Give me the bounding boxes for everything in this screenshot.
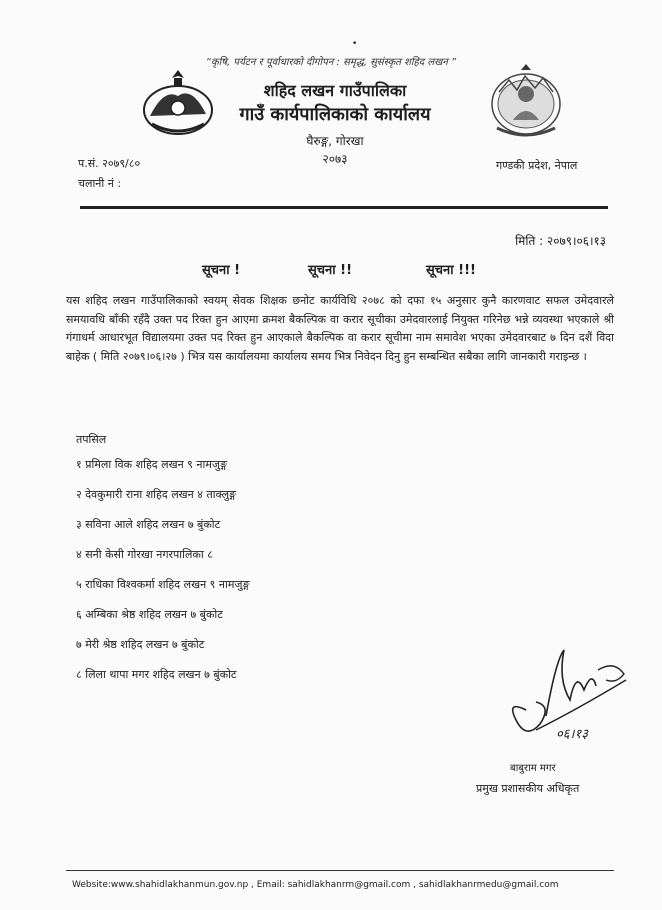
- list-item: ८ लिला थापा मगर शहिद लखन ७ बुंकोट: [76, 668, 237, 681]
- scan-dot: •: [352, 39, 358, 49]
- signature-icon: [496, 640, 636, 750]
- list-item: ३ सविना आले शहिद लखन ७ बुंकोट: [76, 518, 221, 531]
- letterhead: [150, 80, 520, 168]
- list-item: ७ मेरी श्रेष्ठ शहिद लखन ७ बुंकोट: [76, 638, 205, 651]
- candidate-list: [76, 458, 476, 698]
- notice-body: यस शहिद लखन गाउँपालिकाको स्वयम् सेवक शिक्षक छनोट कार्यविधि २०७८ को दफा १५ अनुसार कुनै कारणवाट सफल उमेदवारले समयावधि बाँकी रहँदै उक्त पद रिक्त हुन आएमा क्रमश बैकल्पिक वा करार सूचीका उमेदवारलाई नियुक्त गरिनेछ भन्ने व्यवस्था भएकाले श्री गंगाधर्म आधारभूत विद्यालयमा उक्त पद रिक्त हुन आएकाले बैकल्पिक वा करार सूचीमा नाम समावेश भएका उमेदवारबाट ७ दिन दशैं विदा बाहेक ( मिति २०७९।०६।२७ ) भित्र यस कार्यालयमा कार्यालय समय भित्र निवेदन दिनु हुन सम्बन्धित सबैका लागि जानकारी गराइन्छ ।: [66, 294, 614, 363]
- office-code: २०७३: [322, 152, 348, 166]
- list-item: २ देवकुमारी राना शहिद लखन ४ ताक्लुङ्ग: [76, 488, 237, 501]
- notice-title-1: सूचना !: [202, 263, 241, 278]
- header-divider: [80, 206, 608, 209]
- list-item: १ प्रमिला विक शहिद लखन ९ नामजुङ्ग: [76, 458, 228, 471]
- notice-title-2: सूचना !!: [308, 263, 353, 278]
- signature-date: ०६।१३: [556, 727, 588, 742]
- footer-divider: [66, 870, 614, 871]
- municipality-seal-icon: [485, 62, 567, 142]
- reference-number: प.सं. २०७९/८०: [78, 157, 141, 170]
- office-address: घैरुङ्ग, गोरखा: [306, 134, 364, 148]
- signer-title: प्रमुख प्रशासकीय अधिकृत: [476, 782, 580, 795]
- details-heading: तपसिल: [76, 433, 107, 446]
- org-name: शहिद लखन गाउँपालिका: [263, 81, 407, 100]
- province: गण्डकी प्रदेश, नेपाल: [496, 159, 578, 172]
- office-name: गाउँ कार्यपालिकाको कार्यालय: [239, 104, 431, 125]
- motto: “कृषि, पर्यटन र पूर्वाधारको दीगोपन : समृद्ध, सुसंस्कृत शहिद लखन ”: [205, 57, 457, 68]
- list-item: ५ राधिका विश्वकर्मा शहिद लखन ९ नामजुङ्ग: [76, 578, 250, 591]
- signer-name: बाबुराम मगर: [510, 763, 556, 774]
- dispatch-number: चलानी नं :: [78, 177, 122, 190]
- notice-date: मिति : २०७९।०६।१३: [515, 234, 606, 248]
- list-item: ४ सनी केसी गोरखा नगरपालिका ८: [76, 548, 213, 561]
- footer-contact: Website:www.shahidlakhanmun.gov.np , Email: sahidlakhanrm@gmail.com , sahidlakhanrmedu@gmail.com: [72, 880, 559, 890]
- list-item: ६ अम्बिका श्रेष्ठ शहिद लखन ७ बुंकोट: [76, 608, 223, 621]
- notice-title-3: सूचना !!!: [426, 263, 476, 278]
